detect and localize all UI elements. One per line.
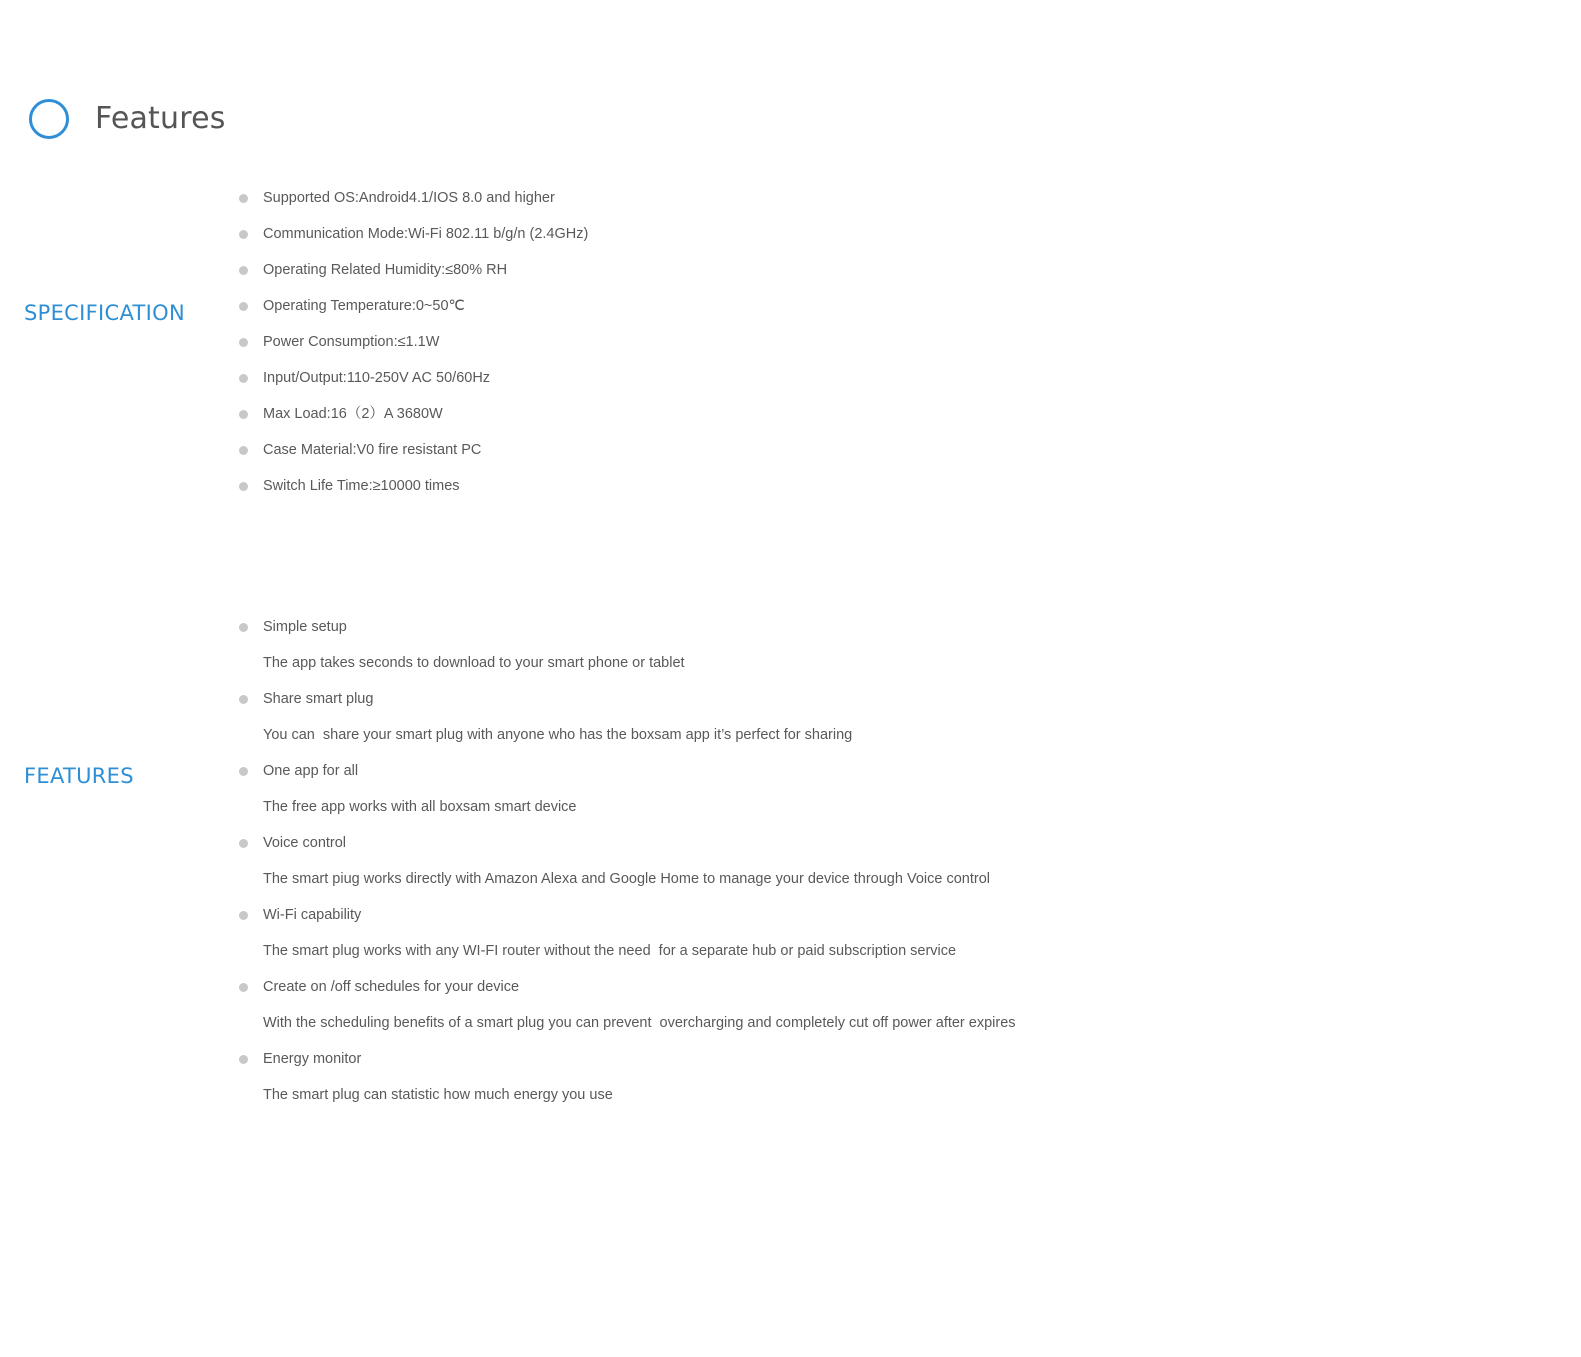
specification-heading: SPECIFICATION (24, 301, 185, 325)
feature-title-text: Create on /off schedules for your device (263, 979, 520, 995)
spec-item (238, 396, 588, 432)
feature-title (238, 969, 1016, 1005)
bullet-icon (239, 230, 248, 239)
feature-description: The app takes seconds to download to your smart phone or tablet (263, 655, 685, 671)
spec-item (238, 432, 588, 468)
feature-title-text: Energy monitor (263, 1051, 362, 1067)
bullet-icon (239, 767, 248, 776)
spec-item (238, 180, 588, 216)
bullet-icon (239, 1055, 248, 1064)
feature-description: The smart plug works with any WI-FI router without the need for a separate hub or paid subscription service (263, 943, 957, 959)
feature-title-text: Simple setup (263, 619, 347, 635)
specification-list (238, 180, 588, 504)
page-header (29, 98, 226, 140)
feature-description: The smart plug can statistic how much energy you use (263, 1087, 613, 1103)
features-list (238, 609, 1016, 1113)
bullet-icon (239, 482, 248, 491)
feature-description: The smart piug works directly with Amazon Alexa and Google Home to manage your device through Voice control (263, 871, 990, 887)
spec-item-text: Operating Temperature:0~50℃ (263, 298, 465, 314)
spec-item-text: Input/Output:110-250V AC 50/60Hz (263, 370, 491, 386)
feature-title-text: Wi-Fi capability (263, 907, 362, 923)
bullet-icon (239, 194, 248, 203)
feature-description: With the scheduling benefits of a smart plug you can prevent overcharging and completely cut off power after expires (263, 1015, 1016, 1031)
bullet-icon (239, 695, 248, 704)
bullet-icon (239, 623, 248, 632)
feature-title (238, 681, 1016, 717)
bullet-icon (239, 374, 248, 383)
page-title: Features (95, 101, 226, 136)
feature-title (238, 1041, 1016, 1077)
spec-item (238, 252, 588, 288)
spec-item-text: Max Load:16（2）A 3680W (263, 406, 443, 422)
spec-item-text: Communication Mode:Wi-Fi 802.11 b/g/n (2.4GHz) (263, 226, 589, 242)
spec-item (238, 468, 588, 504)
spec-item-text: Case Material:V0 fire resistant PC (263, 442, 482, 458)
feature-title-text: Share smart plug (263, 691, 374, 707)
bullet-icon (239, 911, 248, 920)
spec-item-text: Power Consumption:≤1.1W (263, 334, 440, 350)
spec-item (238, 216, 588, 252)
spec-item-text: Operating Related Humidity:≤80% RH (263, 262, 508, 278)
feature-title-text: One app for all (263, 763, 359, 779)
bullet-icon (239, 302, 248, 311)
feature-title (238, 897, 1016, 933)
feature-title (238, 825, 1016, 861)
spec-item (238, 360, 588, 396)
bullet-icon (239, 839, 248, 848)
bullet-icon (239, 446, 248, 455)
feature-title-text: Voice control (263, 835, 347, 851)
feature-description: You can share your smart plug with anyone who has the boxsam app it’s perfect for sharing (263, 727, 853, 743)
bullet-icon (239, 338, 248, 347)
feature-title (238, 753, 1016, 789)
features-heading: FEATURES (24, 764, 134, 788)
spec-item (238, 288, 588, 324)
circle-icon (29, 99, 69, 139)
bullet-icon (239, 266, 248, 275)
spec-item-text: Supported OS:Android4.1/IOS 8.0 and higher (263, 190, 555, 206)
spec-item-text: Switch Life Time:≥10000 times (263, 478, 460, 494)
feature-description: The free app works with all boxsam smart device (263, 799, 577, 815)
bullet-icon (239, 410, 248, 419)
spec-item (238, 324, 588, 360)
feature-title (238, 609, 1016, 645)
bullet-icon (239, 983, 248, 992)
